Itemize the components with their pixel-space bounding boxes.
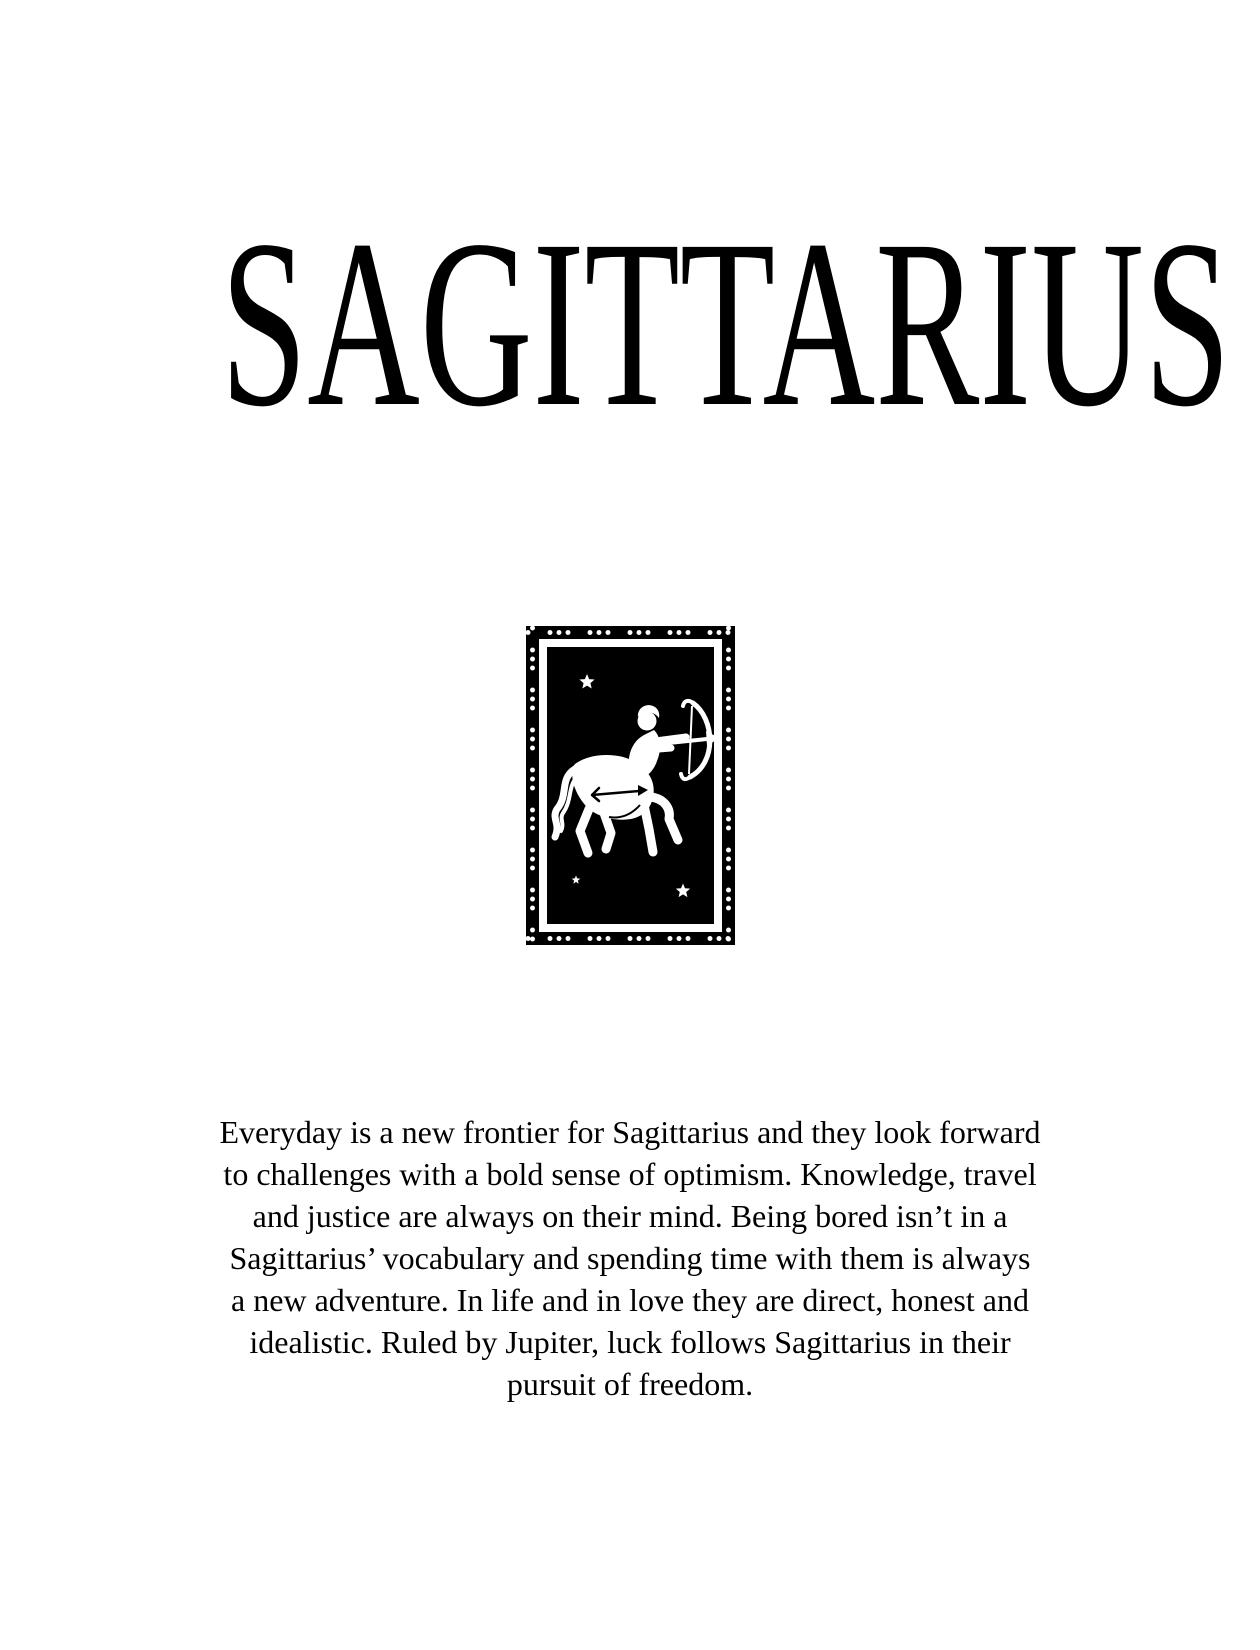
star-icon: [579, 674, 594, 688]
paragraph-line: pursuit of freedom.: [506, 1366, 754, 1402]
paragraph-line: idealistic. Ruled by Jupiter, luck follows Sagittarius in their: [249, 1324, 1011, 1360]
zodiac-card: [526, 626, 735, 945]
star-icon: [675, 884, 689, 898]
centaur-figure: [555, 701, 714, 853]
paragraph-line: Sagittarius’ vocabulary and spending time with them is always: [229, 1240, 1031, 1276]
page-title: SAGITTARIUS: [220, 190, 1231, 456]
centaur-archer-illustration: [547, 647, 714, 924]
card-inner: [547, 647, 714, 924]
paragraph-line: Everyday is a new frontier for Sagittarius and they look forward: [219, 1114, 1041, 1150]
description-paragraph: [0, 1111, 1260, 1405]
card-border-dots-right: [722, 626, 735, 945]
card-border-dots-left: [526, 626, 539, 945]
star-icon: [571, 876, 580, 884]
card-border-dots-bottom: [526, 932, 735, 945]
paragraph-line: and justice are always on their mind. Being bored isn’t in a: [252, 1198, 1008, 1234]
paragraph-line: a new adventure. In life and in love they are direct, honest and: [231, 1282, 1029, 1318]
card-border-dots-top: [526, 626, 735, 639]
paragraph-line: to challenges with a bold sense of optimism. Knowledge, travel: [223, 1156, 1037, 1192]
